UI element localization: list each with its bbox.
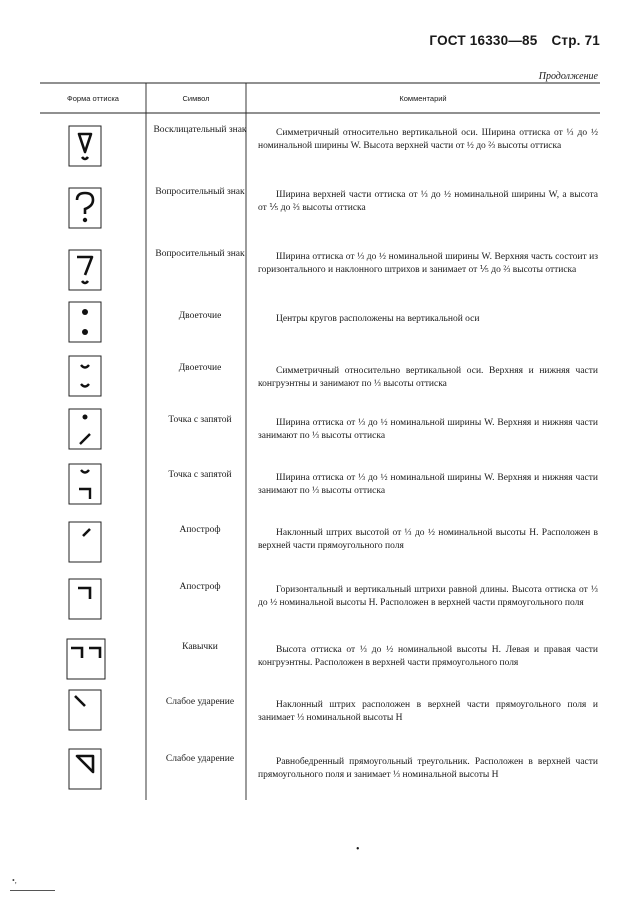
standard-number: ГОСТ 16330—85 [429, 33, 538, 48]
table-row [40, 403, 600, 458]
page-dot-mark: • [356, 844, 360, 855]
table-row [40, 175, 600, 237]
symbol-name: Слабое ударение [165, 754, 235, 764]
quotes-imprint-icon [66, 638, 106, 680]
table-row [40, 299, 600, 351]
symbol-name: Кавычки [182, 642, 218, 652]
question-angular-imprint-icon [68, 249, 102, 291]
column-header-symbol: Символ [182, 94, 210, 103]
continuation-label: Продолжение [538, 71, 598, 82]
apostrophe-slant-imprint-icon [68, 521, 102, 563]
symbol-name: Двоеточие [178, 363, 222, 373]
symbol-name: Апостроф [179, 582, 221, 592]
symbol-name: Восклицательный знак [153, 125, 247, 135]
symbol-name: Вопросительный знак [155, 249, 245, 259]
comment-text: Ширина оттиска от ⅓ до ½ номинальной ширины W. Верхняя и нижняя части занимают по ⅓ высоты оттиска [258, 473, 598, 496]
symbol-name: Точка с запятой [168, 470, 232, 480]
table-row [40, 630, 600, 685]
colon-arcs-imprint-icon [68, 355, 102, 397]
comment-text: Горизонтальный и вертикальный штрихи равной длины. Высота оттиска от ⅓ до ½ номинальной высоты H. Расположен в верхней части прямоугольного поля [258, 585, 598, 608]
weak-stress-stroke-imprint-icon [68, 689, 102, 731]
comment-text: Наклонный штрих расположен в верхней части прямоугольного поля и занимает ⅓ номинальной высоты H [258, 700, 598, 723]
colon-dots-imprint-icon [68, 301, 102, 343]
comment-text: Ширина верхней части оттиска от ⅓ до ½ номинальной ширины W, а высота от ⅕ до ⅔ высоты оттиска [258, 190, 598, 213]
symbol-name: Двоеточие [178, 311, 222, 321]
symbol-name: Точка с запятой [168, 415, 232, 425]
comment-text: Высота оттиска от ⅓ до ½ номинальной высоты H. Левая и правая части конгруэнтны. Расположен в верхней части прямоугольного поля [258, 645, 598, 668]
margin-rule [10, 890, 55, 891]
question-curved-imprint-icon [68, 187, 102, 229]
comment-text: Наклонный штрих высотой от ⅓ до ½ номинальной высоты H. Расположен в верхней части прямоугольного поля [258, 528, 598, 551]
symbol-name: Апостроф [179, 525, 221, 535]
weak-stress-triangle-imprint-icon [68, 748, 102, 790]
table-row [40, 513, 600, 570]
table-row [40, 742, 600, 800]
comment-text: Симметричный относительно вертикальной оси. Ширина оттиска от ⅓ до ½ номинальной ширины W. Высота верхней части от ½ до ⅔ высоты оттиска [258, 128, 598, 151]
table-row [40, 570, 600, 630]
comment-text: Центры кругов расположены на вертикальной оси [276, 314, 480, 324]
table-row [40, 351, 600, 403]
semicolon-arc-imprint-icon [68, 463, 102, 505]
margin-mark: •, [12, 876, 17, 885]
exclamation-imprint-icon [68, 125, 102, 167]
column-header-comment: Комментарий [399, 94, 447, 103]
comment-text: Ширина оттиска от ⅓ до ½ номинальной ширины W. Верхняя и нижняя части занимают по ⅓ высоты оттиска [258, 418, 598, 441]
table-row [40, 458, 600, 513]
comment-text: Симметричный относительно вертикальной оси. Верхняя и нижняя части конгруэнтны и занимают по ⅓ высоты оттиска [258, 366, 598, 389]
comment-text: Равнобедренный прямоугольный треугольник. Расположен в верхней части прямоугольного поля и занимает ⅓ номинальной высоты H [258, 757, 598, 780]
symbol-name: Вопросительный знак [155, 187, 245, 197]
symbol-name: Слабое ударение [165, 697, 235, 707]
table-row [40, 685, 600, 742]
page-number: Стр. 71 [551, 33, 600, 48]
apostrophe-corner-imprint-icon [68, 578, 102, 620]
table-row [40, 237, 600, 299]
comment-text: Ширина оттиска от ⅓ до ½ номинальной ширины W. Верхняя часть состоит из горизонтального и наклонного штрихов и занимает от ⅕ до ⅔ высоты оттиска [258, 252, 598, 275]
table-row [40, 113, 600, 175]
page-header [429, 33, 600, 48]
column-header-form: Форма оттиска [67, 94, 119, 103]
semicolon-dot-imprint-icon [68, 408, 102, 450]
